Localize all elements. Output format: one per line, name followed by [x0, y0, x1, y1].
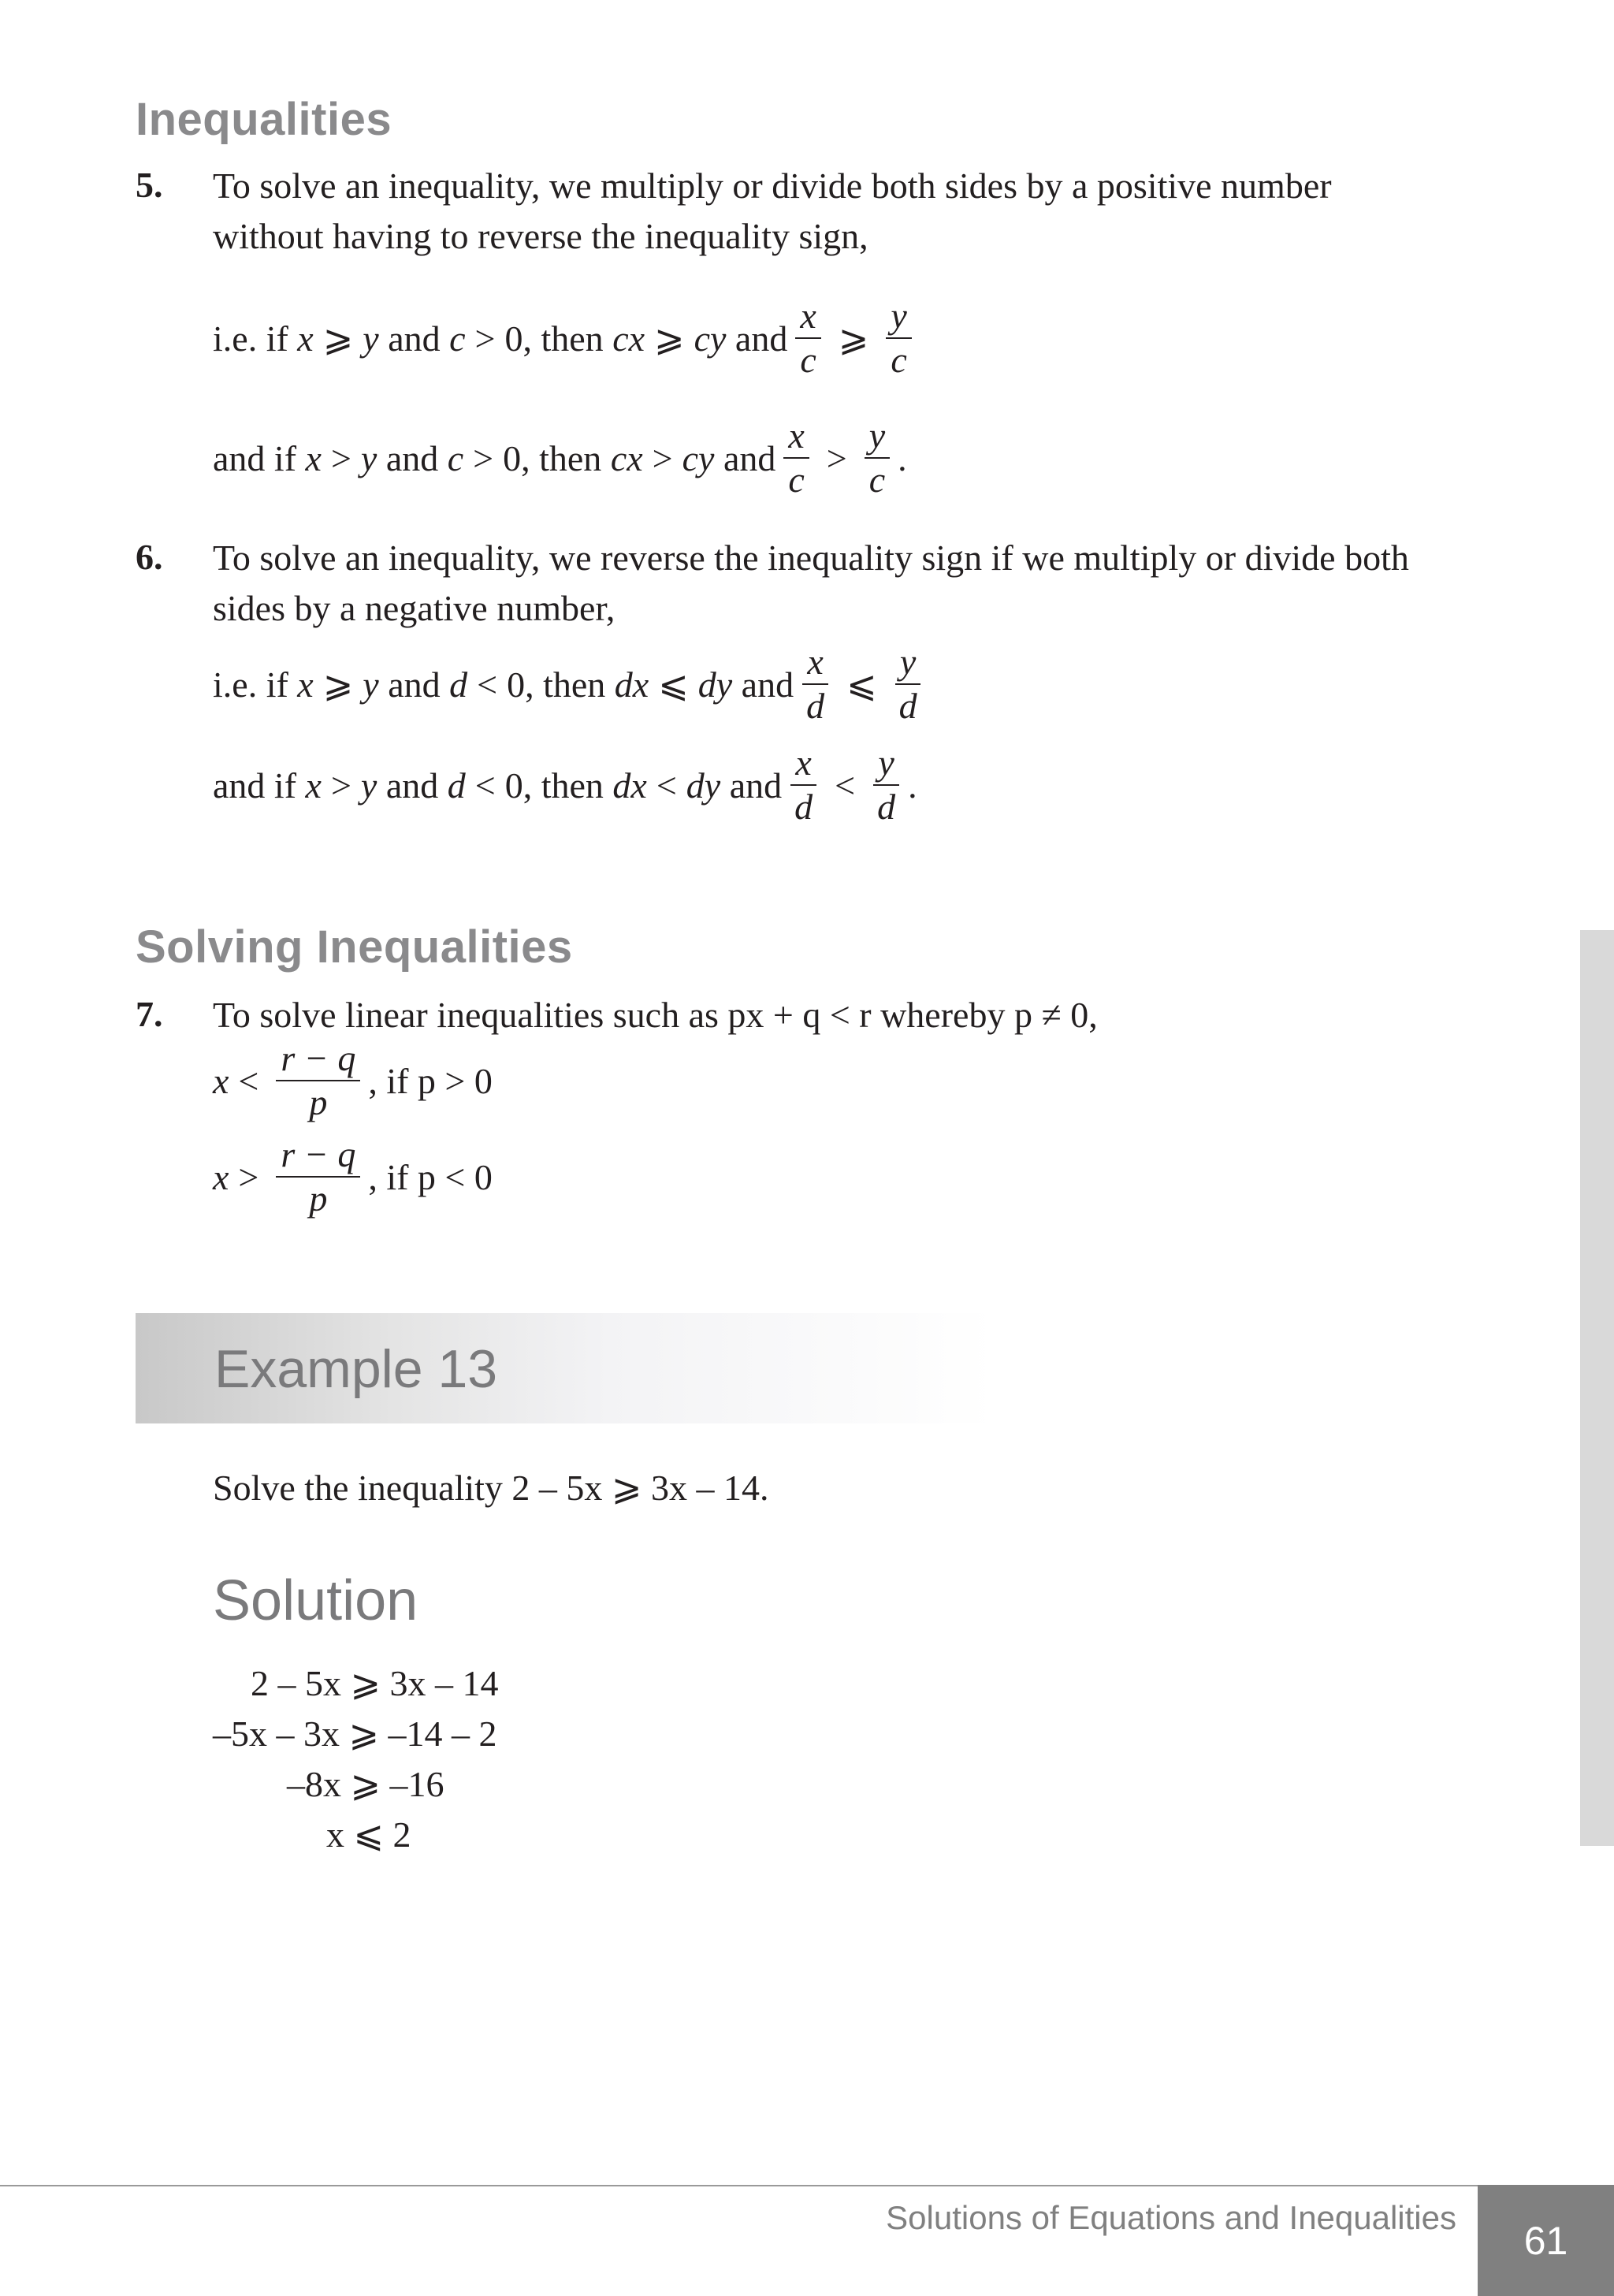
- section-heading-solving-inequalities: Solving Inequalities: [136, 921, 573, 973]
- solution-title: Solution: [213, 1569, 418, 1632]
- item-6-line-2: sides by a negative number,: [213, 588, 615, 628]
- rule-5b: and if x > y and c > 0, then cx > cy and $\frac{x}{c}$ > $\frac{y}{c}$ .: [213, 415, 907, 500]
- rule-7b-condition: , if p < 0: [368, 1156, 493, 1197]
- rule-6b: and if x > y and d < 0, then dx < dy and $\frac{x}{d}$ < $\frac{y}{d}$ .: [213, 742, 917, 827]
- footer-divider: [0, 2185, 1478, 2186]
- solution-step-2: –5x – 3x ⩾ –14 – 2: [213, 1714, 497, 1754]
- example-banner: [136, 1313, 995, 1423]
- item-5-line-1: To solve an inequality, we multiply or divide both sides by a positive number: [213, 166, 1332, 206]
- item-number-5: 5.: [136, 165, 163, 205]
- item-number-7: 7.: [136, 994, 163, 1034]
- rule-7a: x < $\frac{r - q}{p}$ , if p > 0: [213, 1038, 493, 1122]
- footer-chapter-title: Solutions of Equations and Inequalities: [886, 2199, 1456, 2236]
- item-7-line-1: To solve linear inequalities such as px + q < r whereby p ≠ 0,: [213, 995, 1098, 1035]
- example-question: Solve the inequality 2 – 5x ⩾ 3x – 14.: [213, 1468, 769, 1508]
- example-title: Example 13: [214, 1339, 498, 1399]
- solution-step-4: x ⩽ 2: [326, 1814, 411, 1855]
- chapter-side-tab: [1580, 930, 1614, 1846]
- solution-step-1: 2 – 5x ⩾ 3x – 14: [251, 1663, 499, 1703]
- section-heading-inequalities: Inequalities: [136, 94, 392, 145]
- solution-step-3: –8x ⩾ –16: [287, 1764, 444, 1804]
- rule-7b: x > $\frac{r - q}{p}$ , if p < 0: [213, 1134, 493, 1219]
- item-6-line-1: To solve an inequality, we reverse the inequality sign if we multiply or divide both: [213, 538, 1409, 578]
- page-number-box: [1478, 2185, 1614, 2296]
- item-number-6: 6.: [136, 537, 163, 577]
- item-5-line-2: without having to reverse the inequality sign,: [213, 216, 868, 256]
- rule-5a: i.e. if x ⩾ y and c > 0, then cx ⩾ cy and $\frac{x}{c}$ ⩾ $\frac{y}{c}$: [213, 295, 920, 381]
- rule-7a-condition: , if p > 0: [368, 1060, 493, 1101]
- page-number: 61: [1523, 2218, 1568, 2263]
- rule-6a: i.e. if x ⩾ y and d < 0, then dx ⩽ dy and $\frac{x}{d}$ ⩽ $\frac{y}{d}$: [213, 641, 930, 728]
